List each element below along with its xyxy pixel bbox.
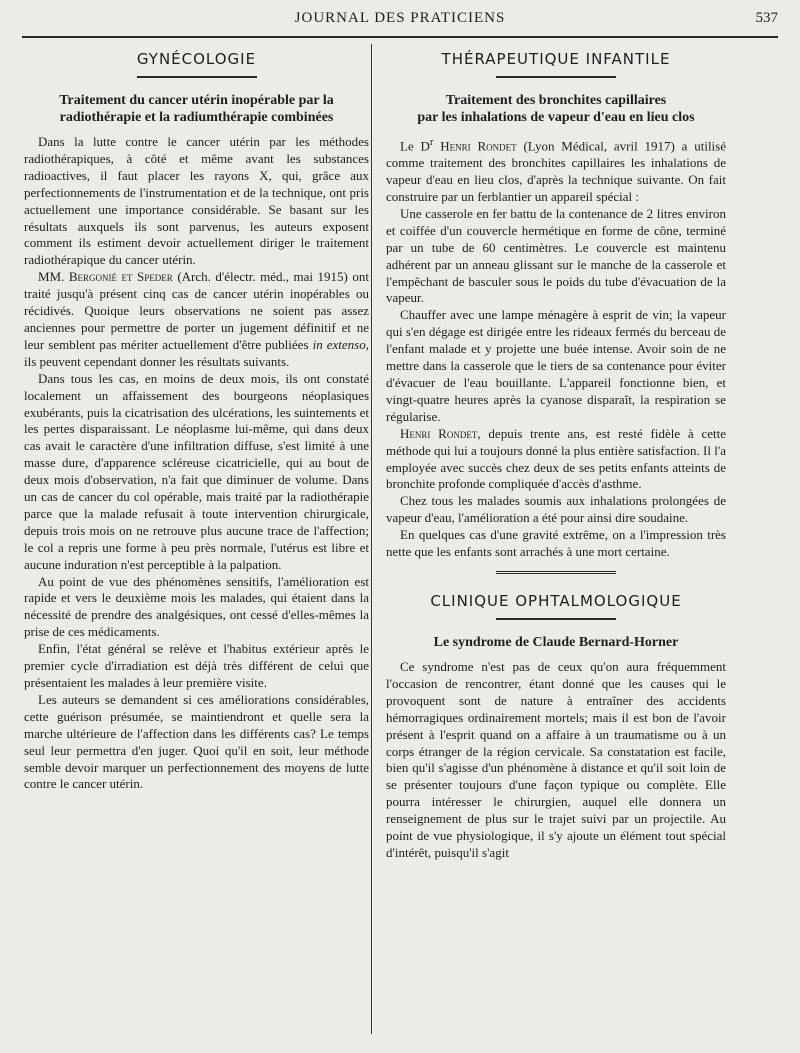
section-rule bbox=[496, 76, 616, 78]
right-column bbox=[386, 46, 726, 862]
article-title-cancer-uterin bbox=[24, 92, 369, 126]
article-title-bronchites bbox=[386, 92, 726, 126]
paragraph: Au point de vue des phénomènes sensitifs, l'amélioration est rapide et vers le deuxième mois les malades, qui étaient dans la nécessité de prendre des analgésiques, ont cessé d'elles-mêmes la prise de ces médicaments. bbox=[24, 573, 369, 640]
article-title-line-1: Traitement du cancer utérin inopérable par la bbox=[59, 93, 334, 108]
paragraph: Dans la lutte contre le cancer utérin par les méthodes radiothérapiques, à côté et même avant les substances radioactives, il faut placer les rayons X, qui, grâce aux perfectionnements de l'instrumentation et de la technique, ont pris actuellement une importance considérable. Se basant sur les résultats auxquels ils sont parvenus, les auteurs exposent comment ils estiment devoir actuellement diriger le traitement radiothérapique du cancer utérin. bbox=[24, 134, 369, 268]
journal-title: JOURNAL DES PRATICIENS bbox=[294, 10, 506, 26]
section-separator bbox=[496, 571, 616, 576]
section-heading-ophtalmologique: CLINIQUE OPHTALMOLOGIQUE bbox=[430, 591, 682, 610]
paragraph-text: a utilisé comme traitement des bronchites capillaires les inhalations de vapeur d'eau en lieu clos, d'après la technique suivante. On fait construire par un ferblantier un appareil spécial : bbox=[386, 138, 726, 205]
italic-phrase: in extenso, bbox=[312, 336, 369, 352]
paragraph-text: depuis trente ans, est resté fidèle à cette méthode qui lui a toujours donné la plus entière satisfaction. Il l'a employée avec succès chez deux de ses petits enfants atteints de bronchite profonde compliquée d'accès d'asthme. bbox=[386, 425, 727, 492]
paragraph: En quelques cas d'une gravité extrême, on a l'impression très nette que les enfants sont arrachés à une mort certaine. bbox=[386, 527, 726, 560]
article-title-line-2: radiothérapie et la radiumthérapie combinées bbox=[59, 110, 334, 125]
section-heading-gynecologie: GYNÉCOLOGIE bbox=[136, 50, 257, 68]
section-rule bbox=[137, 76, 257, 78]
paragraph: Dans tous les cas, en moins de deux mois, ils ont constaté localement un affaissement des bourgeons néoplasiques exubérants, puis la cicatrisation des ulcérations, les suintements et les pertes disparaissant. Le néoplasme lui-même, qui dans deux cas avait le caractère d'une infiltration diffuse, s'est limité à une masse dure, d'apparence scléreuse cicatricielle, qui au bout de deux mois d'observation, n'a fait que diminuer de volume. Dans un cas de cancer du col opérable, mais traité par la radiothérapie parce que la malade refusait à toute intervention chirurgicale, depuis trois mois on ne retrouve plus aucune trace de l'affection; le col a repris une forme à peu près normale, l'utérus est libre et aucune induration n'est perceptible à la palpation. bbox=[24, 370, 369, 572]
section-rule bbox=[496, 618, 616, 620]
paragraph: Chauffer avec une lampe ménagère à esprit de vin; la vapeur qui s'en dégage est dirigée entre les rideaux fermés du berceau de l'enfant malade et y projette une buée intense. Avoir soin de ne mettre dans la casserole que le tiers de sa contenance pour éviter d'évacuer de l'eau bouillante. L'appareil fonctionne bien, et vingt-quatre heures après la cyanose disparaît, la respiration se régularise. bbox=[386, 307, 726, 424]
paragraph-text: Le D bbox=[400, 138, 430, 154]
article-title-line-2: par les inhalations de vapeur d'eau en lieu clos bbox=[417, 110, 695, 125]
article-title-line-1: Traitement des bronchites capillaires bbox=[445, 93, 667, 108]
page-number: 537 bbox=[755, 10, 778, 26]
author-name: Henri Rondet bbox=[440, 138, 517, 154]
citation: (Lyon Médical, avril 1917) bbox=[523, 138, 675, 154]
left-column bbox=[24, 46, 369, 793]
paragraph bbox=[24, 269, 369, 370]
author-names: MM. Bergonié et Speder bbox=[38, 269, 173, 285]
section-heading-therapeutique: THÉRAPEUTIQUE INFANTILE bbox=[441, 50, 671, 68]
paragraph: Enfin, l'état général se relève et l'habitus extérieur après le premier cycle d'irradiation est déjà très différent de celui que présentaient les malades à leur première visite. bbox=[24, 641, 369, 690]
citation: (Arch. d'électr. méd., mai 1915) bbox=[177, 269, 348, 285]
running-header bbox=[22, 8, 778, 38]
author-name: Henri Rondet, bbox=[400, 425, 481, 441]
paragraph: Une casserole en fer battu de la contenance de 2 litres environ et coiffée d'un couvercle hermétique en forme de cône, terminé par un tube de 60 centimètres. Le couvercle est maintenu adhérent par un anneau glissant sur le manche de la casserole et l'empêchant de basculer sous le poids du tube d'évacuation de la vapeur. bbox=[386, 205, 726, 306]
paragraph: Chez tous les malades soumis aux inhalations prolongées de vapeur d'eau, l'amélioration a été pour ainsi dire soudaine. bbox=[386, 493, 726, 526]
superscript: r bbox=[429, 136, 434, 148]
paragraph: Ce syndrome n'est pas de ceux qu'on aura fréquemment l'occasion de rencontrer, étant donné que les causes qui le provoquent sont de nature à entraîner des accidents hémorragiques ordinairement mortels; mais il est bon de l'avoir présent à l'esprit quand on a affaire à un traumatisme ou à un corps étranger de la région cervicale. Sa constatation est facile, bien qu'il s'agisse d'un phénomène à distance et qu'il soit loin de se présenter toujours d'une façon typique ou complète. Elle pourra intéresser le chirurgien, auquel elle donnera un renseignement de plus sur le trajet suivi par un projectile. Au point de vue physiologique, il s'y ajoute un élément tout spécial d'intérêt, puisqu'il s'agit bbox=[386, 658, 726, 860]
paragraph-text: ont traité jusqu'à présent cinq cas de cancer utérin inopérables ou récidivés. Quoique leurs observations ne soient pas assez anciennes pour permettre de porter un jugement définitif et ne leur semblent pas mériter actuellement d'être publiées bbox=[24, 269, 370, 352]
column-divider bbox=[371, 44, 372, 1034]
paragraph bbox=[386, 134, 726, 206]
paragraph-text: ils peuvent cependant donner les résultats suivants. bbox=[24, 353, 290, 369]
paragraph bbox=[386, 426, 726, 494]
paragraph: Les auteurs se demandent si ces améliorations considérables, cette guérison présumée, se maintiendront et quelle sera la marche ultérieure de l'affection dans les différents cas? Le temps seul leur permettra d'en juger. Quoi qu'il en soit, leur méthode semble devoir marquer un perfectionnement des moyens de lutte contre le cancer utérin. bbox=[24, 691, 369, 792]
article-title-horner: Le syndrome de Claude Bernard-Horner bbox=[433, 634, 679, 650]
